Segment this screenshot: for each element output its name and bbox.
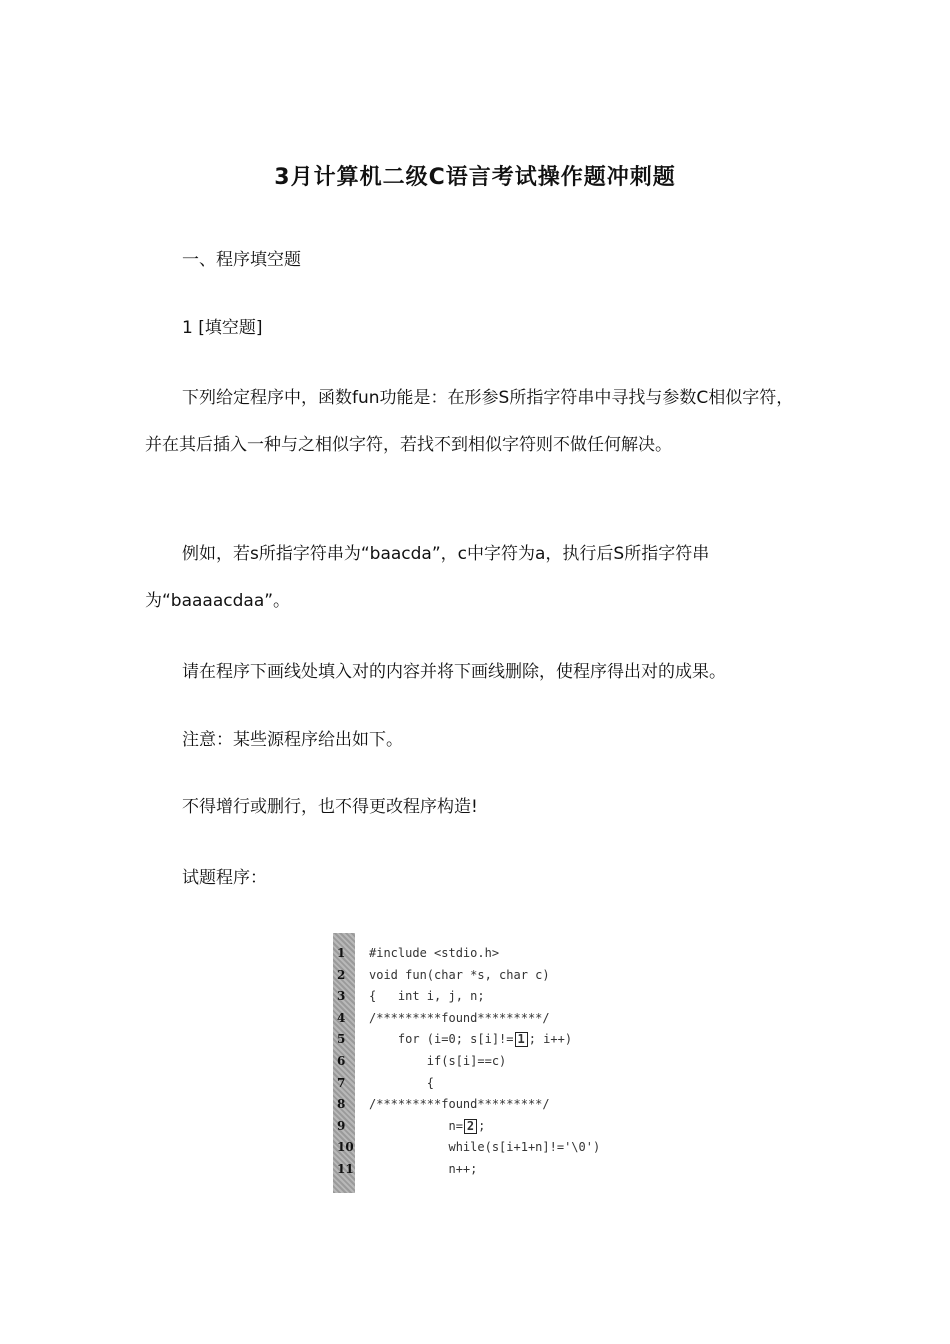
code-segment: while(s[i+1+n]!='\0') [369,1140,601,1155]
line-number: 7 [337,1075,346,1090]
code-segment: ; i++) [528,1032,573,1047]
section-heading: 一、程序填空题 [182,250,301,270]
line-number: 3 [337,989,346,1004]
code-text [369,1159,477,1180]
code-text [369,1137,600,1158]
code-text [369,1073,434,1094]
line-number: 11 [337,1162,354,1176]
code-text [369,986,485,1007]
code-line [333,1051,618,1072]
line-number: 2 [337,967,346,982]
line-number: 1 [337,946,346,960]
code-line [333,1159,618,1180]
program-label: 试题程序： [182,868,267,888]
code-text [369,1051,506,1072]
code-segment: n= [369,1118,463,1133]
question-warning: 不得增行或删行，也不得更改程序构造! [182,797,478,817]
code-text [369,943,499,964]
line-number: 6 [337,1054,346,1068]
code-segment: /*********found*********/ [369,1097,550,1112]
code-segment: /*********found*********/ [369,1010,550,1025]
code-segment: n++; [369,1162,478,1176]
line-number: 4 [337,1010,346,1025]
question-number: 1 [填空题] [182,318,263,338]
code-segment: if(s[i]==c) [369,1054,507,1068]
code-line [333,986,618,1007]
code-segment: ; [478,1118,486,1133]
code-listing-image [333,933,618,1193]
line-number: 10 [337,1140,354,1155]
line-number: 8 [337,1097,346,1112]
question-instruction: 请在程序下画线处填入对的内容并将下画线删除，使程序得出对的成果。 [182,662,726,682]
question-example: 例如，若s所指字符串为“baacda”，c中字符为a，执行后S所指字符串为“baaaacdaa”。 [145,544,710,611]
code-text [369,1116,485,1137]
document-title: 3月计算机二级C语言考试操作题冲刺题 [274,165,676,190]
code-text [369,1008,550,1029]
code-segment: void fun(char *s, char c) [369,967,550,982]
question-note: 注意：某些源程序给出如下。 [182,730,403,750]
code-line [333,1137,618,1158]
code-line [333,943,618,964]
code-text [369,1094,550,1115]
code-text [369,965,550,986]
line-number: 5 [337,1032,346,1047]
fill-in-blank-marker: 1 [515,1032,528,1047]
code-line [333,1094,618,1115]
code-text [369,1029,572,1050]
fill-in-blank-marker: 2 [464,1119,477,1134]
code-line [333,1008,618,1029]
code-line [333,1073,618,1094]
code-line [333,1029,618,1050]
code-line [333,1116,618,1137]
code-segment: #include <stdio.h> [369,946,500,960]
code-segment: { [369,1075,435,1090]
question-description: 下列给定程序中，函数fun功能是：在形参S所指字符串中寻找与参数C相似字符，并在其后插入一种与之相似字符，若找不到相似字符则不做任何解决。 [145,388,794,455]
code-segment: for (i=0; s[i]!= [369,1032,514,1047]
line-number: 9 [337,1118,346,1133]
code-line [333,965,618,986]
code-segment: { int i, j, n; [369,989,485,1004]
